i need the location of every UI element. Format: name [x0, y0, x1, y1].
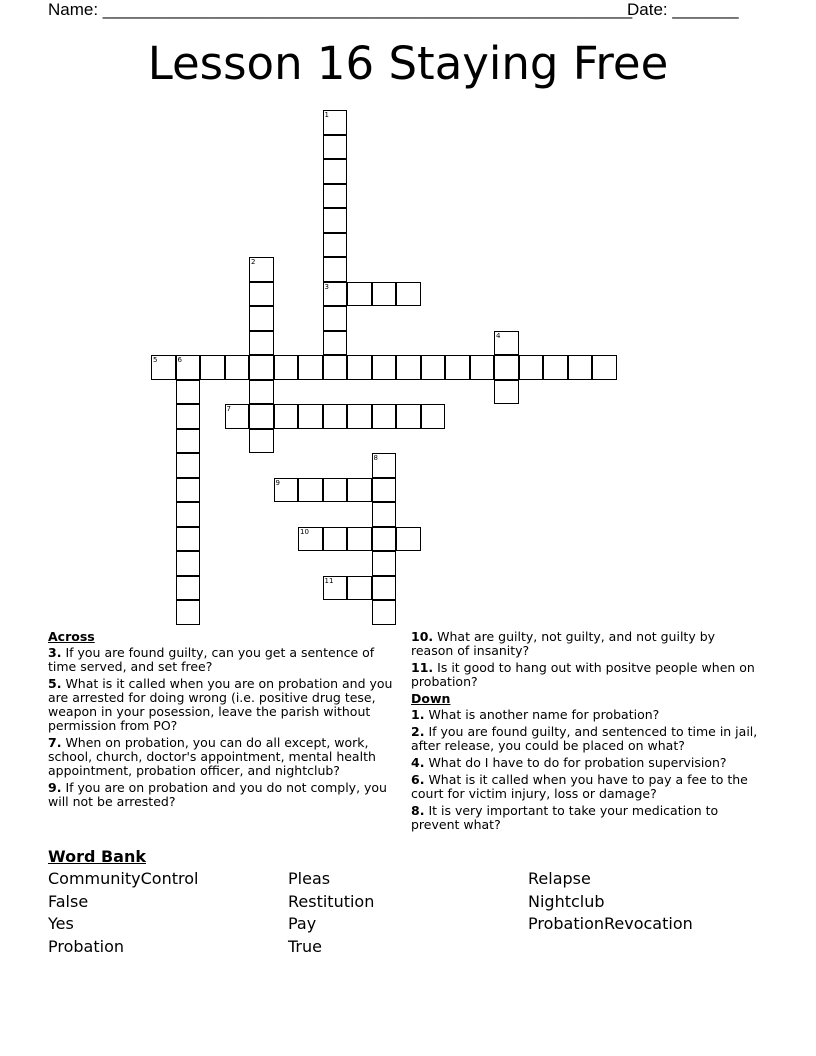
crossword-cell[interactable]: [298, 355, 323, 380]
crossword-cell[interactable]: [396, 282, 421, 307]
crossword-cell[interactable]: [274, 478, 299, 503]
crossword-cell[interactable]: [249, 331, 274, 356]
crossword-cell[interactable]: [274, 355, 299, 380]
crossword-cell[interactable]: [372, 502, 397, 527]
crossword-cell[interactable]: [445, 355, 470, 380]
crossword-cell[interactable]: [347, 478, 372, 503]
crossword-cell[interactable]: [176, 527, 201, 552]
clue-number: 5: [153, 356, 158, 364]
clue-number: 7: [226, 405, 231, 413]
word-bank-item: Probation: [48, 936, 124, 956]
crossword-cell[interactable]: [298, 404, 323, 429]
word-bank: [48, 846, 768, 956]
clue-down-8: 8. It is very important to take your medication to prevent what?: [411, 803, 719, 832]
crossword-cell[interactable]: [396, 355, 421, 380]
word-bank-item: True: [288, 936, 322, 956]
crossword-cell[interactable]: [176, 453, 201, 478]
down-heading: Down: [411, 691, 451, 706]
word-bank-item: CommunityControl: [48, 869, 199, 888]
crossword-cell[interactable]: [372, 478, 397, 503]
crossword-cell[interactable]: [470, 355, 495, 380]
word-bank-column-3: [528, 868, 768, 936]
clue-down-4: 4. What do I have to do for probation supervision?: [411, 755, 727, 770]
crossword-cell[interactable]: [372, 453, 397, 478]
crossword-cell[interactable]: [347, 527, 372, 552]
clue-number: 2: [251, 258, 256, 266]
crossword-cell[interactable]: [176, 404, 201, 429]
crossword-cell[interactable]: [200, 355, 225, 380]
word-bank-column-2: [288, 868, 528, 958]
clues-left-column: [48, 630, 398, 812]
crossword-cell[interactable]: [494, 380, 519, 405]
crossword-cell[interactable]: [519, 355, 544, 380]
clue-number: 4: [496, 331, 501, 340]
crossword-cell[interactable]: [298, 527, 323, 552]
crossword-cell[interactable]: [347, 282, 372, 307]
date-line: Date: _______: [627, 0, 739, 19]
crossword-cell[interactable]: [323, 478, 348, 503]
crossword-cell[interactable]: [347, 404, 372, 429]
word-bank-title: Word Bank: [48, 847, 147, 866]
crossword-cell[interactable]: [372, 600, 397, 625]
crossword-cell[interactable]: [323, 331, 348, 356]
word-bank-item: False: [48, 891, 89, 911]
crossword-cell[interactable]: [323, 257, 348, 282]
crossword-cell[interactable]: [543, 355, 568, 380]
crossword-cell[interactable]: [372, 527, 397, 552]
crossword-cell[interactable]: [323, 159, 348, 184]
crossword-cell[interactable]: [323, 282, 348, 307]
word-bank-column-1: [48, 868, 288, 958]
crossword-cell[interactable]: [421, 355, 446, 380]
crossword-cell[interactable]: [249, 257, 274, 282]
crossword-cell[interactable]: [176, 355, 201, 380]
crossword-cell[interactable]: [568, 355, 593, 380]
clue-across-9: 9. If you are on probation and you do not comply, you will not be arrested?: [48, 780, 387, 809]
clue-across-3: 3. If you are found guilty, can you get a sentence of time served, and set free?: [48, 645, 375, 674]
crossword-cell[interactable]: [151, 355, 176, 380]
crossword-cell[interactable]: [323, 355, 348, 380]
crossword-cell[interactable]: [249, 404, 274, 429]
across-heading: Across: [48, 629, 95, 644]
crossword-cell[interactable]: [421, 404, 446, 429]
crossword-cell[interactable]: [249, 429, 274, 454]
clue-number: 9: [275, 478, 280, 487]
crossword-cell[interactable]: [323, 208, 348, 233]
word-bank-item: Nightclub: [528, 891, 605, 911]
crossword-cell[interactable]: [323, 110, 348, 135]
crossword-cell[interactable]: [494, 355, 519, 380]
clue-number: 1: [324, 111, 329, 119]
crossword-cell[interactable]: [176, 502, 201, 527]
clue-down-1: 1. What is another name for probation?: [411, 707, 660, 722]
crossword-cell[interactable]: [347, 355, 372, 380]
crossword-cell[interactable]: [396, 527, 421, 552]
crossword-cell[interactable]: [274, 404, 299, 429]
crossword-cell[interactable]: [347, 576, 372, 601]
crossword-cell[interactable]: [176, 478, 201, 503]
crossword-cell[interactable]: [372, 355, 397, 380]
word-bank-item: Relapse: [528, 869, 591, 888]
name-line: Name: ________________________________________________________: [48, 0, 633, 19]
header: [48, 0, 748, 20]
word-bank-item: Restitution: [288, 891, 375, 911]
clue-down-2: 2. If you are found guilty, and sentenced to time in jail, after release, you could be placed on what?: [411, 724, 758, 753]
crossword-cell[interactable]: [372, 551, 397, 576]
crossword-cell[interactable]: [225, 355, 250, 380]
crossword-cell[interactable]: [176, 600, 201, 625]
crossword-cell[interactable]: [323, 527, 348, 552]
crossword-cell[interactable]: [323, 233, 348, 258]
clue-number: 8: [373, 454, 378, 462]
crossword-cell[interactable]: [176, 576, 201, 601]
crossword-cell[interactable]: [323, 135, 348, 160]
crossword-cell[interactable]: [249, 306, 274, 331]
crossword-cell[interactable]: [249, 380, 274, 405]
crossword-cell[interactable]: [323, 404, 348, 429]
crossword-cell[interactable]: [592, 355, 617, 380]
crossword-cell[interactable]: [323, 576, 348, 601]
clue-across-10: 10. What are guilty, not guilty, and not guilty by reason of insanity?: [411, 629, 716, 658]
clue-across-11: 11. Is it good to hang out with positve people when on probation?: [411, 660, 755, 689]
crossword-cell[interactable]: [298, 478, 323, 503]
crossword-cell[interactable]: [176, 551, 201, 576]
crossword-cell[interactable]: [176, 380, 201, 405]
clue-across-5: 5. What is it called when you are on probation and you are arrested for doing wrong (i.e. positive drug tese, weapon in your posession, leave the parish without permission from PO?: [48, 676, 393, 733]
crossword-cell[interactable]: [323, 184, 348, 209]
crossword-cell[interactable]: [396, 404, 421, 429]
crossword-cell[interactable]: [494, 331, 519, 356]
clue-down-6: 6. What is it called when you have to pay a fee to the court for victim injury, loss or damage?: [411, 772, 748, 801]
crossword-cell[interactable]: [372, 282, 397, 307]
crossword-cell[interactable]: [249, 355, 274, 380]
clue-number: 6: [177, 356, 182, 364]
word-bank-item: Yes: [48, 914, 74, 933]
clue-number: 11: [324, 576, 334, 585]
crossword-cell[interactable]: [372, 404, 397, 429]
crossword-cell[interactable]: [225, 404, 250, 429]
clue-across-7: 7. When on probation, you can do all except, work, school, church, doctor's appointment, mental health appointment, probation officer, and nightclub?: [48, 735, 376, 778]
word-bank-item: Pleas: [288, 869, 331, 888]
crossword-cell[interactable]: [176, 429, 201, 454]
crossword-cell[interactable]: [249, 282, 274, 307]
page-title: Lesson 16 Staying Free: [147, 37, 669, 90]
word-bank-item: ProbationRevocation: [528, 914, 693, 933]
crossword-cell[interactable]: [372, 576, 397, 601]
crossword-cell[interactable]: [323, 306, 348, 331]
word-bank-item: Pay: [288, 914, 317, 933]
clue-number: 10: [300, 527, 309, 536]
clues-right-column: [411, 630, 761, 835]
clue-number: 3: [324, 282, 329, 291]
